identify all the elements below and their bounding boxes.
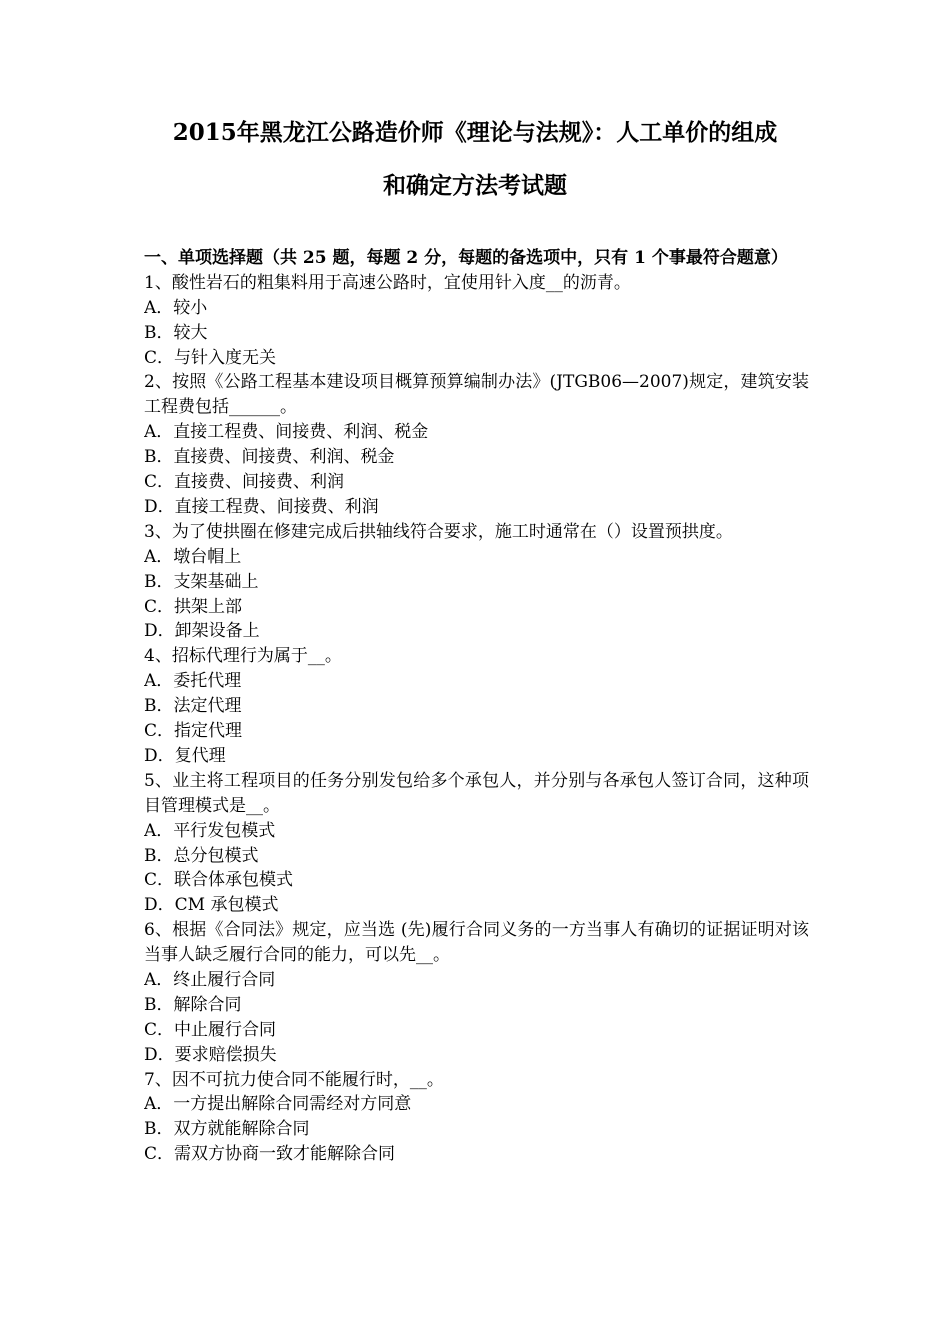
q6-option-c: C．中止履行合同 xyxy=(144,1019,277,1040)
q2-option-b: B．直接费、间接费、利润、税金 xyxy=(144,447,395,468)
q2-option-c: C．直接费、间接费、利润 xyxy=(144,472,345,493)
q3-option-a: A．墩台帽上 xyxy=(144,546,242,567)
q7-option-b: B．双方就能解除合同 xyxy=(144,1119,310,1140)
q1-option-a: A．较小 xyxy=(144,297,208,318)
q5-option-d: D．CM 承包模式 xyxy=(144,895,279,916)
question-3: 3、为了使拱圈在修建完成后拱轴线符合要求，施工时通常在（）设置预拱度。 xyxy=(144,521,733,542)
q5-option-a: A．平行发包模式 xyxy=(144,820,276,841)
q3-option-b: B．支架基础上 xyxy=(144,571,259,592)
q7-option-c: C．需双方协商一致才能解除合同 xyxy=(144,1144,396,1165)
q4-option-b: B．法定代理 xyxy=(144,696,242,717)
q6-option-a: A．终止履行合同 xyxy=(144,969,276,990)
question-7: 7、因不可抗力使合同不能履行时，__。 xyxy=(144,1069,444,1090)
q3-option-c: C．拱架上部 xyxy=(144,596,243,617)
q1-option-c: C．与针入度无关 xyxy=(144,347,277,368)
section-heading: 一、单项选择题（共 25 题，每题 2 分，每题的备选项中，只有 1 个事最符合题意） xyxy=(144,248,788,268)
q4-option-a: A．委托代理 xyxy=(144,671,242,692)
question-1: 1、酸性岩石的粗集料用于高速公路时，宜使用针入度__的沥青。 xyxy=(144,272,631,293)
q6-option-b: B．解除合同 xyxy=(144,994,242,1015)
document-title-line-2: 和确定方法考试题 xyxy=(383,172,567,199)
q4-option-c: C．指定代理 xyxy=(144,721,243,742)
q5-option-b: B．总分包模式 xyxy=(144,845,259,866)
question-4: 4、招标代理行为属于__。 xyxy=(144,646,342,667)
question-6: 6、根据《合同法》规定，应当选 (先)履行合同义务的一方当事人有确切的证据证明对该当事人缺乏履行合同的能力，可以先__。 xyxy=(144,920,809,966)
document-title-line-1: 2015年黑龙江公路造价师《理论与法规》：人工单价的组成 xyxy=(172,119,778,146)
q2-option-d: D．直接工程费、间接费、利润 xyxy=(144,496,379,517)
q5-option-c: C．联合体承包模式 xyxy=(144,870,294,891)
q1-option-b: B．较大 xyxy=(144,322,208,343)
q4-option-d: D．复代理 xyxy=(144,745,226,766)
q2-option-a: A．直接工程费、间接费、利润、税金 xyxy=(144,422,429,443)
q7-option-a: A．一方提出解除合同需经对方同意 xyxy=(144,1094,412,1115)
question-2: 2、按照《公路工程基本建设项目概算预算编制办法》(JTGB06—2007)规定，建筑安装工程费包括______。 xyxy=(144,372,809,418)
q3-option-d: D．卸架设备上 xyxy=(144,621,260,642)
question-5: 5、业主将工程项目的任务分别发包给多个承包人，并分别与各承包人签订合同，这种项目管理模式是__。 xyxy=(144,770,809,816)
document-body xyxy=(144,246,809,1167)
q6-option-d: D．要求赔偿损失 xyxy=(144,1044,277,1065)
